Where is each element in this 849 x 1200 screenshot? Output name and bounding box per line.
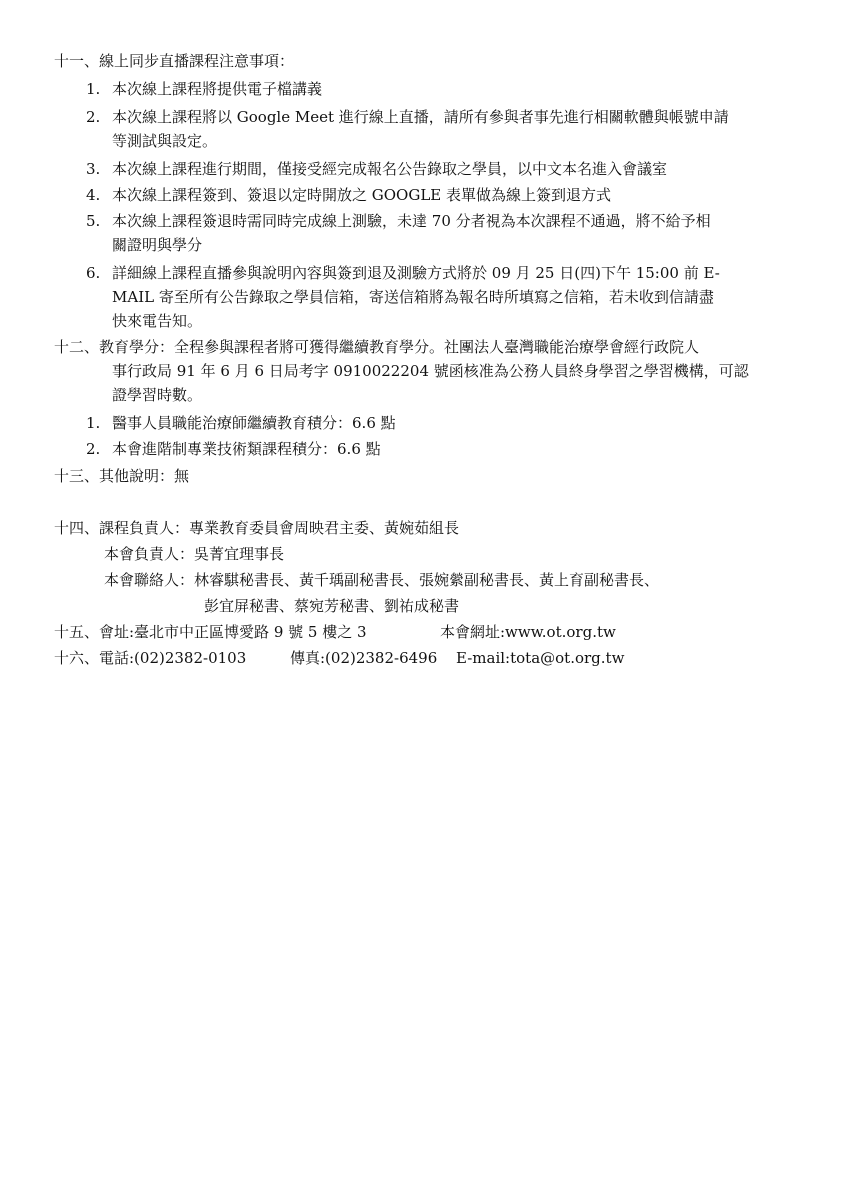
s12-item-2	[86, 439, 381, 459]
s11-item-6-text-cont-1: MAIL 寄至所有公告錄取之學員信箱，寄送信箱將為報名時所填寫之信箱，若未收到信請盡	[112, 288, 714, 306]
s11-item-3-number: 3.	[86, 160, 101, 178]
s11-item-4-text: 本次線上課程簽到、簽退以定時開放之 GOOGLE 表單做為線上簽到退方式	[112, 186, 612, 204]
s11-item-5-number: 5.	[86, 212, 101, 230]
section-16-fax: 傳真:(02)2382-6496	[290, 649, 438, 667]
section-14-director: 本會負責人：吳菁宜理事長	[104, 545, 285, 563]
s12-item-2-text: 本會進階制專業技術類課程積分：6.6 點	[112, 440, 381, 458]
s12-item-1-number: 1.	[86, 414, 101, 432]
s11-item-3	[86, 159, 667, 179]
s11-item-6-text-cont-2: 快來電告知。	[112, 312, 203, 330]
s11-item-5-text-cont: 關證明與學分	[112, 236, 203, 254]
section-16-phone: 十六、電話:(02)2382-0103	[54, 649, 247, 667]
section-12-text-cont-1: 事行政局 91 年 6 月 6 日局考字 0910022204 號函核准為公務人員終身學習之學習機構，可認	[112, 362, 749, 380]
section-15-website: 本會網址:www.ot.org.tw	[440, 623, 616, 641]
s11-item-6-number: 6.	[86, 264, 101, 282]
s11-item-2-text: 本次線上課程將以 Google Meet 進行線上直播，請所有參與者事先進行相關軟體與帳號申請	[112, 108, 729, 126]
section-14-contacts: 本會聯絡人：林睿騏秘書長、黃千瑀副秘書長、張婉縈副秘書長、黃上育副秘書長、	[104, 571, 660, 589]
s11-item-1	[86, 79, 322, 99]
s11-item-6	[86, 263, 720, 283]
section-12-heading: 十二、教育學分：全程參與課程者將可獲得繼續教育學分。社團法人臺灣職能治療學會經行政院人	[54, 338, 700, 356]
s11-item-6-text: 詳細線上課程直播參與說明內容與簽到退及測驗方式將於 09 月 25 日(四)下午 15:00 前 E-	[112, 264, 720, 282]
s11-item-1-number: 1.	[86, 80, 101, 98]
s11-item-2	[86, 107, 729, 127]
s12-item-2-number: 2.	[86, 440, 101, 458]
section-14-heading: 十四、課程負責人：專業教育委員會周映君主委、黃婉茹組長	[54, 519, 460, 537]
s11-item-4	[86, 185, 611, 205]
section-11-heading: 十一、線上同步直播課程注意事項：	[54, 52, 295, 70]
section-12-text-cont-2: 證學習時數。	[112, 386, 203, 404]
s12-item-1-text: 醫事人員職能治療師繼續教育積分：6.6 點	[112, 414, 396, 432]
section-16-email: E-mail:tota@ot.org.tw	[456, 649, 625, 667]
section-13: 十三、其他說明：無	[54, 467, 190, 485]
s11-item-1-text: 本次線上課程將提供電子檔講義	[112, 80, 323, 98]
section-15-address: 十五、會址:臺北市中正區博愛路 9 號 5 樓之 3	[54, 623, 367, 641]
s11-item-4-number: 4.	[86, 186, 101, 204]
s11-item-2-text-cont: 等測試與設定。	[112, 132, 218, 150]
s11-item-2-number: 2.	[86, 108, 101, 126]
s11-item-5	[86, 211, 711, 231]
s11-item-5-text: 本次線上課程簽退時需同時完成線上測驗，未達 70 分者視為本次課程不通過，將不給予相	[112, 212, 711, 230]
s11-item-3-text: 本次線上課程進行期間，僅接受經完成報名公告錄取之學員，以中文本名進入會議室	[112, 160, 668, 178]
s12-item-1	[86, 413, 396, 433]
section-14-contacts-cont: 彭宜屏秘書、蔡宛芳秘書、劉祐成秘書	[204, 597, 460, 615]
